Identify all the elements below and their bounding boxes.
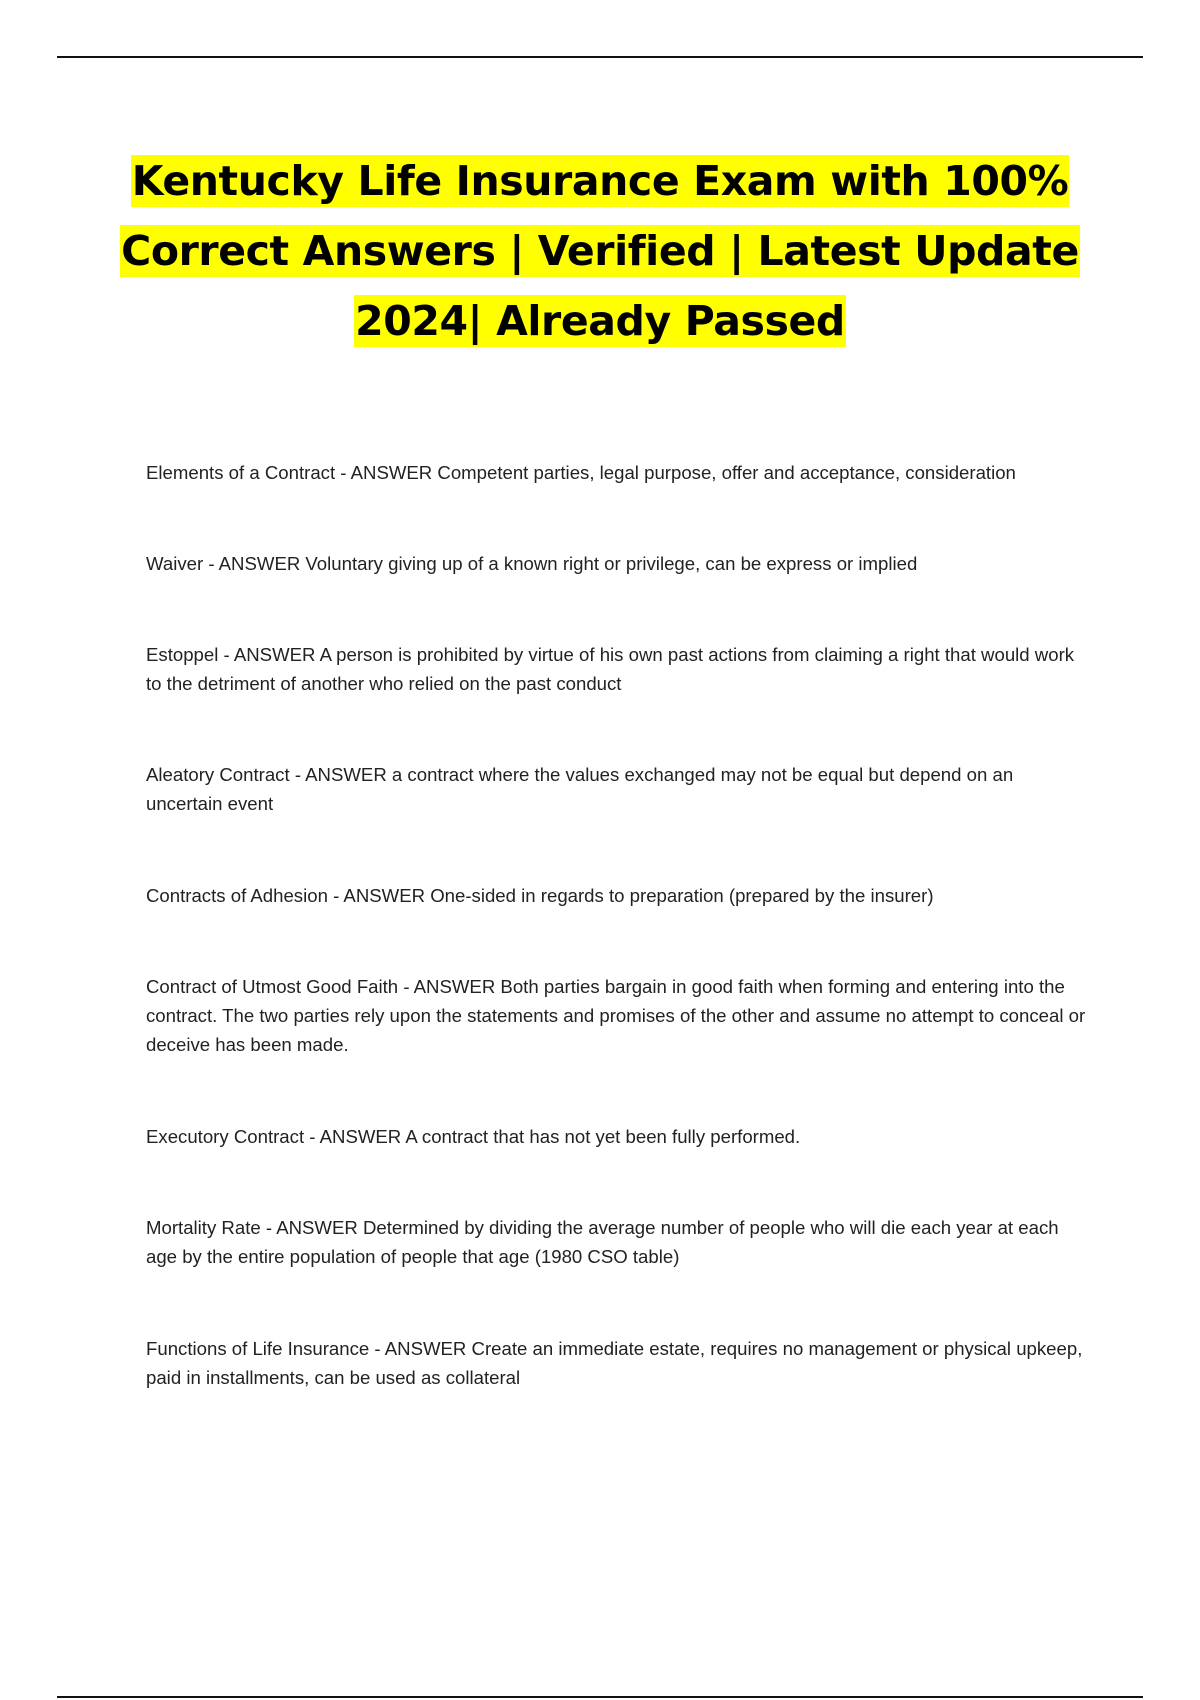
title-line-1: Kentucky Life Insurance Exam with 100%	[131, 157, 1069, 205]
qa-entry-aleatory-contract: Aleatory Contract - ANSWER a contract where the values exchanged may not be equal but depend on an uncertain event	[146, 764, 1014, 814]
qa-entry-executory-contract: Executory Contract - ANSWER A contract that has not yet been fully performed.	[146, 1126, 801, 1147]
title-line-3: 2024| Already Passed	[355, 297, 845, 345]
qa-entry-contracts-of-adhesion: Contracts of Adhesion - ANSWER One-sided in regards to preparation (prepared by the insurer)	[146, 885, 934, 906]
qa-entry-estoppel: Estoppel - ANSWER A person is prohibited by virtue of his own past actions from claiming a right that would work to the detriment of another who relied on the past conduct	[146, 644, 1075, 694]
title-line-2: Correct Answers | Verified | Latest Update	[121, 227, 1079, 275]
qa-entry-utmost-good-faith: Contract of Utmost Good Faith - ANSWER Both parties bargain in good faith when forming and entering into the contract. The two parties rely upon the statements and promises of the other and assume no attempt to conceal or deceive has been made.	[146, 976, 1086, 1055]
top-divider	[57, 56, 1143, 58]
document-title	[100, 146, 1100, 356]
qa-entry-elements-of-contract: Elements of a Contract - ANSWER Competent parties, legal purpose, offer and acceptance, consideration	[146, 462, 1016, 483]
qa-entry-mortality-rate: Mortality Rate - ANSWER Determined by dividing the average number of people who will die each year at each age by the entire population of people that age (1980 CSO table)	[146, 1217, 1059, 1267]
qa-entry-waiver: Waiver - ANSWER Voluntary giving up of a known right or privilege, can be express or implied	[146, 553, 918, 574]
bottom-divider	[57, 1696, 1143, 1698]
qa-entry-functions-of-life-insurance: Functions of Life Insurance - ANSWER Create an immediate estate, requires no management or physical upkeep, paid in installments, can be used as collateral	[146, 1338, 1083, 1388]
